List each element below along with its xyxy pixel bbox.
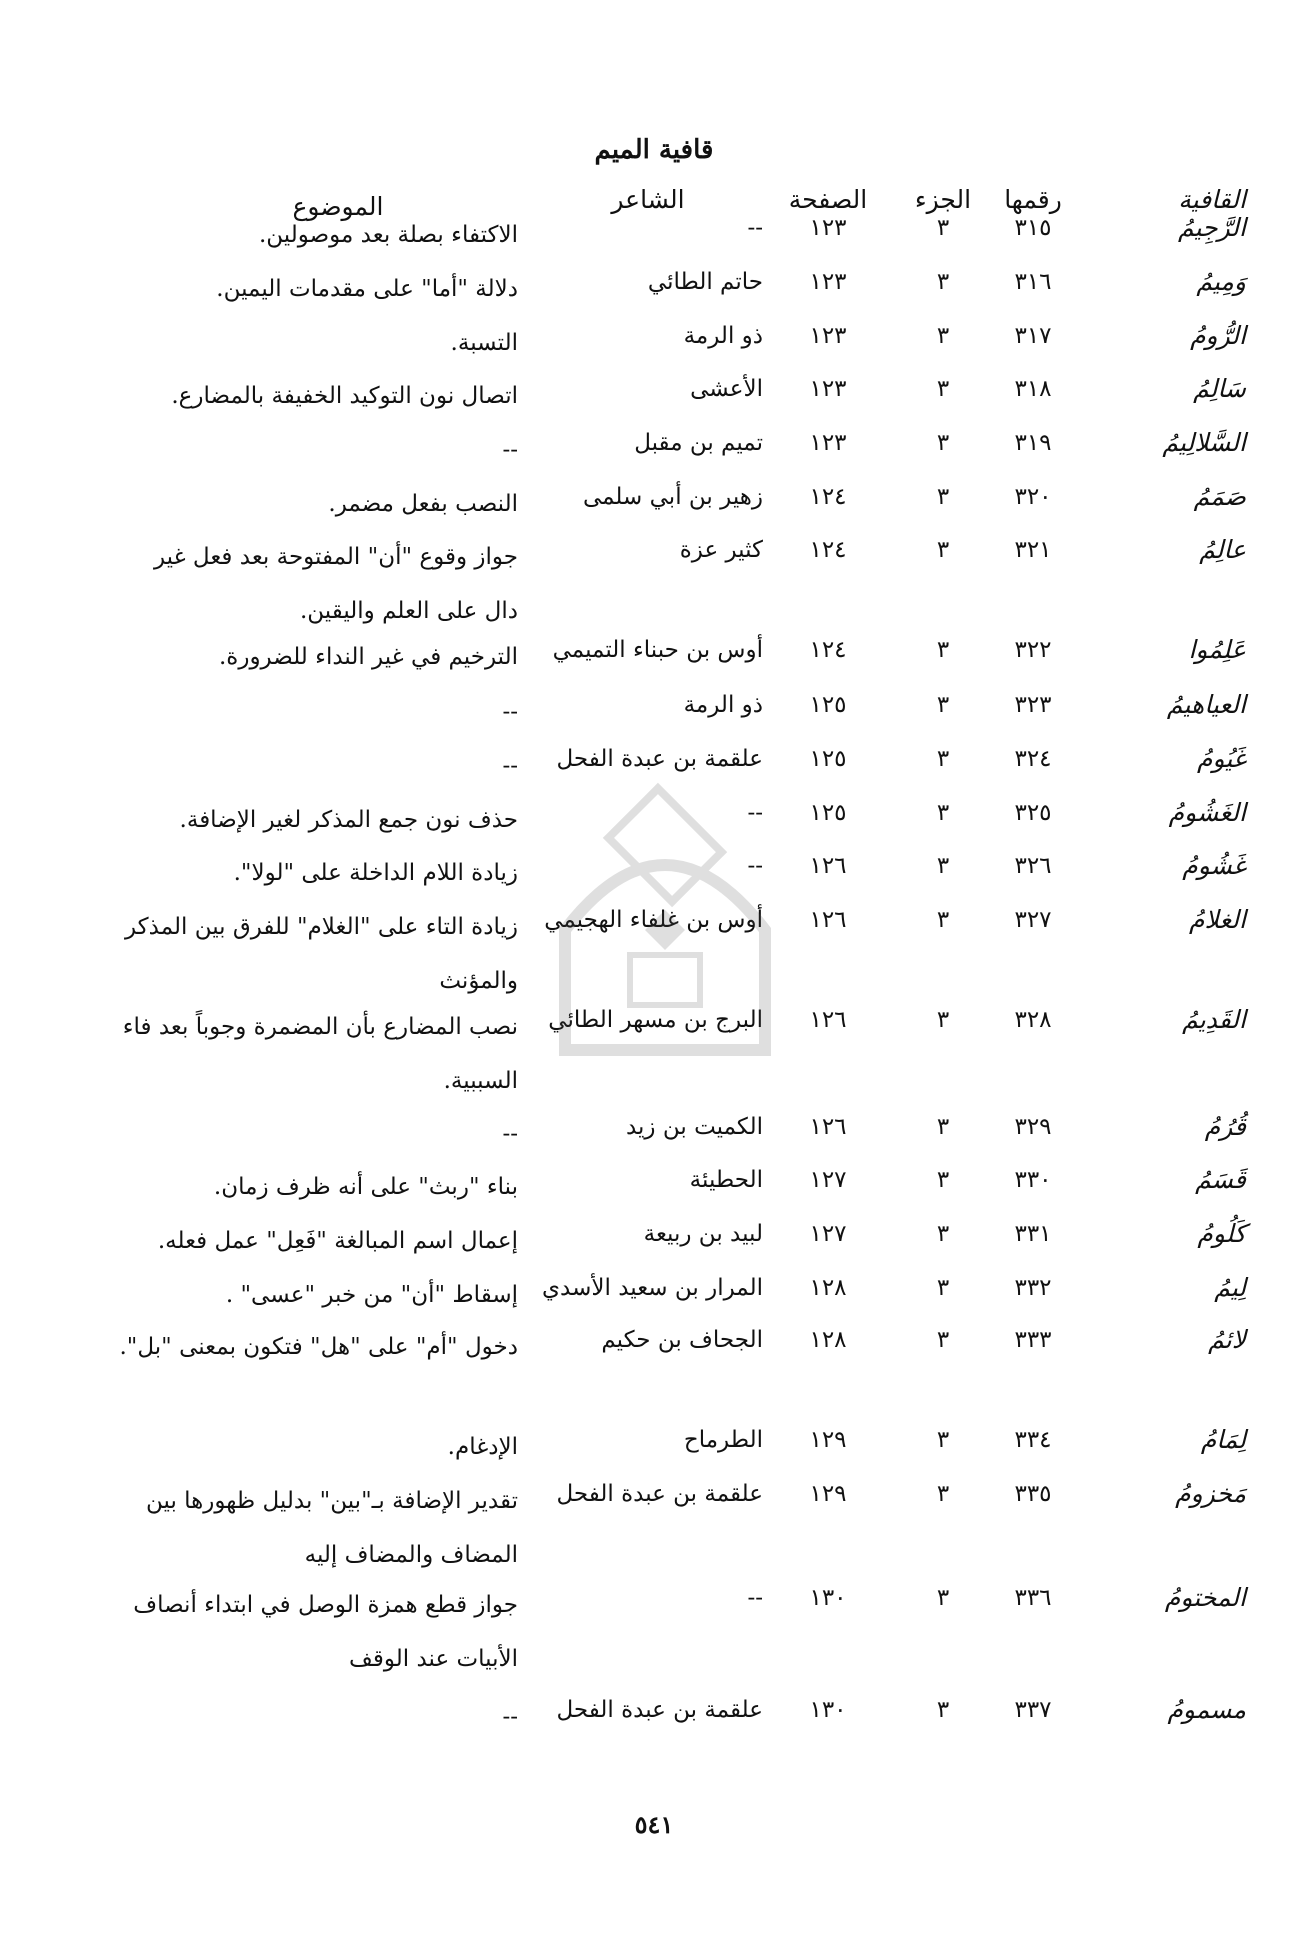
row-poet: -- <box>747 1585 763 1611</box>
row-page: ١٢٦ <box>809 853 847 879</box>
row-poet: تميم بن مقبل <box>634 430 763 456</box>
row-page: ١٢٦ <box>809 1114 847 1140</box>
row-topic: زيادة التاء على "الغلام" للفرق بين المذكر والمؤنث <box>124 914 518 994</box>
row-number: ٣٢٦ <box>1014 853 1052 879</box>
row-topic: -- <box>502 699 518 725</box>
row-part: ٣ <box>936 746 950 772</box>
row-page: ١٢٣ <box>809 376 847 402</box>
table-row <box>0 530 1308 624</box>
row-part: ٣ <box>936 1427 950 1453</box>
row-topic: إعمال اسم المبالغة "فَعِل" عمل فعله. <box>157 1228 518 1254</box>
table-row <box>0 630 1308 670</box>
table-row <box>0 316 1308 356</box>
row-topic: جواز وقوع "أن" المفتوحة بعد فعل غير دال على العلم واليقين. <box>153 544 518 624</box>
row-part: ٣ <box>936 269 950 295</box>
row-qafia: وَمِيمُ <box>1196 267 1246 296</box>
row-number: ٣٢٢ <box>1014 637 1052 663</box>
row-page: ١٢٤ <box>809 484 847 510</box>
row-qafia: غَشُومُ <box>1182 851 1246 880</box>
header-qafia: القافية <box>1178 185 1246 214</box>
row-number: ٣١٦ <box>1014 269 1052 295</box>
row-qafia: قَسَمُ <box>1195 1165 1246 1194</box>
row-page: ١٢٣ <box>809 430 847 456</box>
row-number: ٣٣٥ <box>1014 1481 1052 1507</box>
row-number: ٣٢٨ <box>1014 1007 1052 1033</box>
header-topic: الموضوع <box>292 192 384 221</box>
row-number: ٣٢٣ <box>1014 692 1052 718</box>
row-topic: الاكتفاء بصلة بعد موصولين. <box>258 222 518 248</box>
row-topic: إسقاط "أن" من خبر "عسى" . <box>225 1282 518 1308</box>
row-page: ١٢٧ <box>809 1221 847 1247</box>
row-topic: -- <box>502 753 518 779</box>
row-part: ٣ <box>936 907 950 933</box>
row-topic: الترخيم في غير النداء للضرورة. <box>218 644 518 670</box>
row-qafia: عَلِمُوا <box>1188 635 1246 664</box>
row-number: ٣١٥ <box>1014 215 1052 241</box>
row-poet: زهير بن أبي سلمى <box>582 484 763 510</box>
row-page: ١٢٨ <box>809 1327 847 1353</box>
row-page: ١٢٨ <box>809 1275 847 1301</box>
row-part: ٣ <box>936 537 950 563</box>
row-part: ٣ <box>936 1221 950 1247</box>
row-number: ٣٣٧ <box>1014 1697 1052 1723</box>
row-topic: دلالة "أما" على مقدمات اليمين. <box>216 276 518 302</box>
row-topic: النصب بفعل مضمر. <box>328 491 518 517</box>
row-topic: زيادة اللام الداخلة على "لولا". <box>233 860 518 886</box>
row-poet: كثير عزة <box>679 537 763 563</box>
row-number: ٣٢٤ <box>1014 746 1052 772</box>
row-number: ٣٢٩ <box>1014 1114 1052 1140</box>
row-number: ٣٢١ <box>1014 537 1052 563</box>
row-number: ٣٣٣ <box>1014 1327 1052 1353</box>
row-page: ١٢٣ <box>809 269 847 295</box>
row-qafia: لِيمُ <box>1214 1273 1246 1302</box>
row-qafia: الغَشُومُ <box>1168 798 1246 827</box>
row-number: ٣٣١ <box>1014 1221 1052 1247</box>
row-qafia: المختومُ <box>1164 1583 1246 1612</box>
row-poet: البرج بن مسهر الطائي <box>548 1007 763 1033</box>
row-qafia: صَمَمُ <box>1193 482 1246 511</box>
row-qafia: السَّلالِيمُ <box>1162 428 1246 457</box>
row-qafia: غَيُومُ <box>1196 744 1246 773</box>
row-qafia: عالِمُ <box>1199 535 1246 564</box>
row-part: ٣ <box>936 484 950 510</box>
row-page: ١٢٦ <box>809 1007 847 1033</box>
row-page: ١٢٩ <box>809 1427 847 1453</box>
row-number: ٣١٩ <box>1014 430 1052 456</box>
table-row <box>0 1268 1308 1308</box>
row-part: ٣ <box>936 323 950 349</box>
row-page: ١٢٧ <box>809 1167 847 1193</box>
row-topic: دخول "أم" على "هل" فتكون بمعنى "بل". <box>119 1334 518 1360</box>
row-number: ٣١٧ <box>1014 323 1052 349</box>
row-number: ٣٢٠ <box>1014 484 1052 510</box>
row-topic: -- <box>502 1121 518 1147</box>
row-poet: أوس بن حبناء التميمي <box>552 637 763 663</box>
table-row <box>0 423 1308 463</box>
table-row <box>0 262 1308 302</box>
row-page: ١٢٦ <box>809 907 847 933</box>
row-poet: حاتم الطائي <box>647 269 763 295</box>
header-part: الجزء <box>914 185 972 214</box>
row-qafia: مسمومُ <box>1167 1695 1246 1724</box>
row-page: ١٣٠ <box>809 1697 847 1723</box>
row-poet: ذو الرمة <box>683 323 763 349</box>
row-part: ٣ <box>936 692 950 718</box>
row-page: ١٢٥ <box>809 746 847 772</box>
row-topic: بناء "ربث" على أنه ظرف زمان. <box>213 1174 518 1200</box>
row-qafia: سَالِمُ <box>1193 374 1246 403</box>
row-topic: نصب المضارع بأن المضمرة وجوباً بعد فاء السببية. <box>122 1014 518 1094</box>
row-qafia: الرَّجِيمُ <box>1178 213 1246 242</box>
table-row <box>0 1474 1308 1568</box>
row-poet: أوس بن غلفاء الهجيمي <box>544 907 763 933</box>
row-number: ٣٣٠ <box>1014 1167 1052 1193</box>
row-part: ٣ <box>936 1481 950 1507</box>
row-page: ١٢٤ <box>809 637 847 663</box>
header-page: الصفحة <box>788 185 868 214</box>
row-poet: المرار بن سعيد الأسدي <box>542 1275 763 1301</box>
row-qafia: الغلامُ <box>1188 905 1246 934</box>
row-part: ٣ <box>936 1585 950 1611</box>
row-poet: الكميت بن زيد <box>625 1114 763 1140</box>
table-row <box>0 208 1308 248</box>
row-part: ٣ <box>936 376 950 402</box>
row-qafia: القَدِيمُ <box>1182 1005 1246 1034</box>
row-page: ١٢٣ <box>809 215 847 241</box>
row-poet: الحطيئة <box>689 1167 763 1193</box>
table-row <box>0 1578 1308 1672</box>
row-topic: حذف نون جمع المذكر لغير الإضافة. <box>179 807 518 833</box>
row-part: ٣ <box>936 637 950 663</box>
row-qafia: الرُّومُ <box>1190 321 1246 350</box>
row-part: ٣ <box>936 800 950 826</box>
row-qafia: العياهيمُ <box>1166 690 1246 719</box>
table-row <box>0 1420 1308 1460</box>
page-number: ٥٤١ <box>634 1810 674 1839</box>
row-part: ٣ <box>936 853 950 879</box>
row-page: ١٢٥ <box>809 692 847 718</box>
table-row <box>0 477 1308 517</box>
row-poet: -- <box>747 800 763 826</box>
row-page: ١٢٤ <box>809 537 847 563</box>
header-poet: الشاعر <box>611 185 685 214</box>
row-part: ٣ <box>936 1007 950 1033</box>
row-qafia: كَلُومُ <box>1197 1219 1246 1248</box>
row-poet: الأعشى <box>690 376 763 402</box>
table-row <box>0 739 1308 779</box>
row-part: ٣ <box>936 1275 950 1301</box>
row-number: ٣٢٥ <box>1014 800 1052 826</box>
row-number: ٣٣٢ <box>1014 1275 1052 1301</box>
row-poet: -- <box>747 215 763 241</box>
row-topic: تقدير الإضافة بـ"بين" بدليل ظهورها بين المضاف والمضاف إليه <box>146 1488 518 1568</box>
row-qafia: لائمُ <box>1208 1325 1246 1354</box>
row-poet: الجحاف بن حكيم <box>601 1327 763 1353</box>
row-number: ٣٢٧ <box>1014 907 1052 933</box>
row-part: ٣ <box>936 1114 950 1140</box>
row-topic: الإدغام. <box>447 1434 518 1460</box>
row-part: ٣ <box>936 1327 950 1353</box>
table-row <box>0 1320 1308 1360</box>
row-qafia: لِمَامُ <box>1200 1425 1246 1454</box>
row-poet: لبيد بن ربيعة <box>643 1221 763 1247</box>
row-page: ١٢٩ <box>809 1481 847 1507</box>
row-number: ٣٣٦ <box>1014 1585 1052 1611</box>
row-topic: التسبة. <box>450 330 518 356</box>
row-part: ٣ <box>936 430 950 456</box>
row-number: ٣١٨ <box>1014 376 1052 402</box>
row-page: ١٢٥ <box>809 800 847 826</box>
table-row <box>0 1214 1308 1254</box>
section-title: قافية الميم <box>594 135 714 165</box>
row-page: ١٢٣ <box>809 323 847 349</box>
row-qafia: مَخزومُ <box>1175 1479 1246 1508</box>
row-number: ٣٣٤ <box>1014 1427 1052 1453</box>
row-page: ١٣٠ <box>809 1585 847 1611</box>
row-part: ٣ <box>936 215 950 241</box>
table-row <box>0 685 1308 725</box>
row-poet: ذو الرمة <box>683 692 763 718</box>
row-topic: اتصال نون التوكيد الخفيفة بالمضارع. <box>171 383 518 409</box>
header-number: رقمها <box>1004 185 1062 214</box>
row-topic: جواز قطع همزة الوصل في ابتداء أنصاف الأبيات عند الوقف <box>133 1592 518 1672</box>
row-part: ٣ <box>936 1167 950 1193</box>
row-topic: -- <box>502 1704 518 1730</box>
row-topic: -- <box>502 437 518 463</box>
row-poet: علقمة بن عبدة الفحل <box>556 1697 763 1723</box>
row-poet: -- <box>747 853 763 879</box>
table-row <box>0 369 1308 409</box>
table-row <box>0 1160 1308 1200</box>
row-poet: الطرماح <box>683 1427 763 1453</box>
row-part: ٣ <box>936 1697 950 1723</box>
row-poet: علقمة بن عبدة الفحل <box>556 746 763 772</box>
table-row <box>0 1690 1308 1730</box>
row-poet: علقمة بن عبدة الفحل <box>556 1481 763 1507</box>
row-qafia: قُرُمُ <box>1204 1112 1246 1141</box>
table-row <box>0 1107 1308 1147</box>
watermark-seal <box>535 780 795 1060</box>
